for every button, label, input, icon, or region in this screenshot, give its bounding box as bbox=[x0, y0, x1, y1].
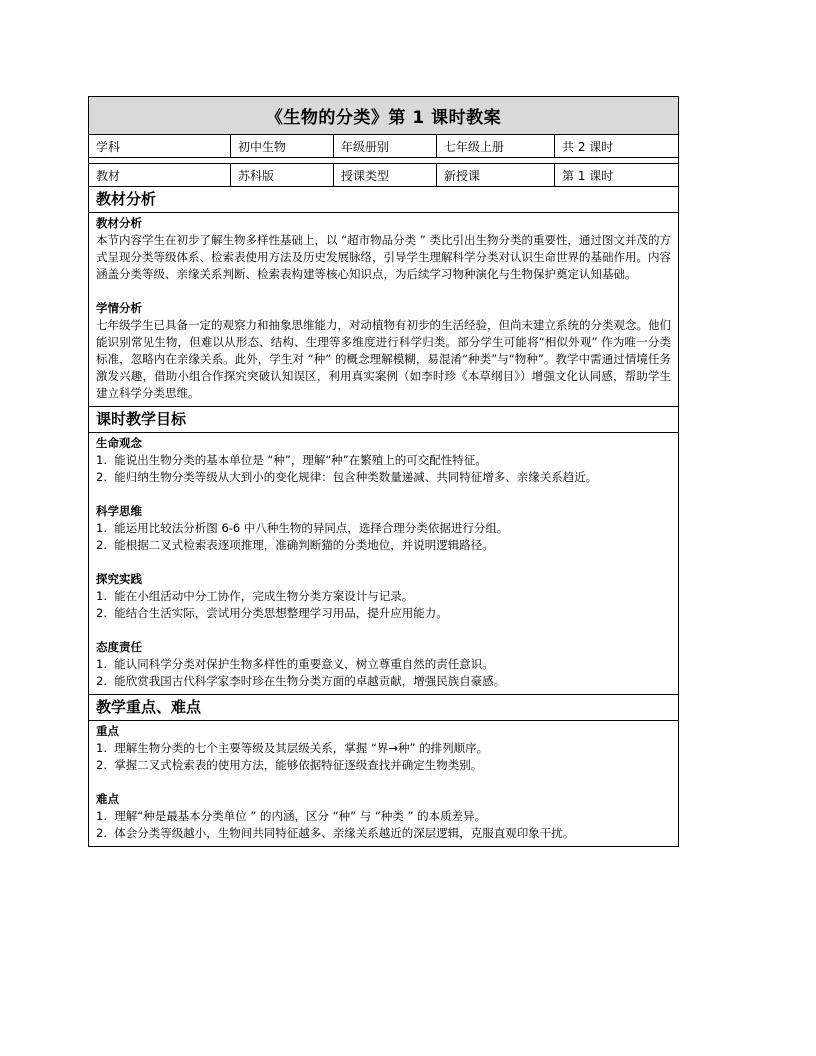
info-cell: 共 2 课时 bbox=[562, 139, 614, 154]
section-body-analysis bbox=[89, 213, 678, 407]
section-body-objectives bbox=[89, 433, 678, 695]
section-heading-objectives: 课时教学目标 bbox=[89, 407, 678, 433]
list-item: 1. 理解“种是最基本分类单位 ” 的内涵，区分 “种” 与 “种类 ” 的本质差异。 bbox=[96, 809, 487, 823]
spacer bbox=[96, 554, 671, 571]
info-cell: 苏科版 bbox=[231, 164, 334, 186]
list-item: 2. 体会分类等级越小，生物间共同特征越多、亲缘关系越近的深层逻辑，克服直观印象干扰。 bbox=[96, 826, 575, 840]
info-row-2 bbox=[89, 164, 678, 187]
info-cell: 第 1 课时 bbox=[562, 168, 614, 183]
list-item: 2. 能结合生活实际，尝试用分类思想整理学习用品，提升应用能力。 bbox=[96, 606, 448, 620]
info-cell: 新授课 bbox=[437, 164, 555, 186]
list-item: 2. 能根据二叉式检索表逐项推理，准确判断猫的分类地位，并说明逻辑路径。 bbox=[96, 538, 494, 552]
spacer bbox=[96, 774, 671, 791]
section-heading-key-points: 教学重点、难点 bbox=[89, 695, 678, 721]
subheading: 生命观念 bbox=[96, 436, 142, 450]
info-row-1 bbox=[89, 135, 678, 158]
subheading: 难点 bbox=[96, 792, 119, 806]
spacer bbox=[96, 622, 671, 639]
section-heading-analysis: 教材分析 bbox=[89, 187, 678, 213]
subheading: 科学思维 bbox=[96, 504, 142, 518]
info-cell: 教材 bbox=[89, 164, 231, 186]
list-item: 1. 理解生物分类的七个主要等级及其层级关系，掌握 “界→种” 的排列顺序。 bbox=[96, 741, 489, 755]
subheading: 教材分析 bbox=[96, 216, 142, 230]
lesson-plan-table bbox=[88, 96, 679, 847]
spacer bbox=[96, 486, 671, 503]
info-cell: 七年级上册 bbox=[437, 135, 555, 157]
list-item: 2. 掌握二叉式检索表的使用方法，能够依据特征逐级查找并确定生物类别。 bbox=[96, 758, 483, 772]
list-item: 1. 能认同科学分类对保护生物多样性的重要意义，树立尊重自然的责任意识。 bbox=[96, 657, 494, 671]
info-cell: 学科 bbox=[89, 135, 231, 157]
page-title: 《生物的分类》第 1 课时教案 bbox=[89, 97, 678, 135]
subheading: 探究实践 bbox=[96, 572, 142, 586]
list-item: 1. 能说出生物分类的基本单位是 “种”，理解“种”在繁殖上的可交配性特征。 bbox=[96, 453, 487, 467]
subheading: 态度责任 bbox=[96, 640, 142, 654]
list-item: 1. 能运用比较法分析图 6-6 中八种生物的异同点，选择合理分类依据进行分组。 bbox=[96, 521, 509, 535]
spacer bbox=[96, 283, 671, 300]
list-item: 2. 能欣赏我国古代科学家李时珍在生物分类方面的卓越贡献，增强民族自豪感。 bbox=[96, 674, 506, 688]
list-item: 1. 能在小组活动中分工协作，完成生物分类方案设计与记录。 bbox=[96, 589, 414, 603]
subheading: 学情分析 bbox=[96, 301, 142, 315]
paragraph: 本节内容学生在初步了解生物多样性基础上，以 “超市物品分类 ” 类比引出生物分类的重要性，通过图文并茂的方式呈现分类等级体系、检索表使用方法及历史发展脉络，引导学生理解科学分类对认识生命世界的基础作用。内容涵盖分类等级、亲缘关系判断、检索表构建等核心知识点，为后续学习物种演化与生物保护奠定认知基础。 bbox=[96, 233, 671, 281]
info-cell: 授课类型 bbox=[334, 164, 437, 186]
info-cell: 年级册别 bbox=[334, 135, 437, 157]
list-item: 2. 能归纳生物分类等级从大到小的变化规律：包含种类数量递减、共同特征增多、亲缘关系趋近。 bbox=[96, 470, 598, 484]
subheading: 重点 bbox=[96, 724, 119, 738]
section-body-key-points bbox=[89, 721, 678, 846]
paragraph: 七年级学生已具备一定的观察力和抽象思维能力，对动植物有初步的生活经验，但尚未建立系统的分类观念。他们能识别常见生物，但难以从形态、结构、生理等多维度进行科学归类。部分学生可能将“相似外观” 作为唯一分类标准，忽略内在亲缘关系。此外，学生对 “种” 的概念理解模糊，易混淆“种类”与“物种”。教学中需通过情境任务激发兴趣，借助小组合作探究突破认知误区，利用真实案例（如李时珍《本草纲目》）增强文化认同感，帮助学生建立科学分类思维。 bbox=[96, 318, 671, 400]
info-cell: 初中生物 bbox=[231, 135, 334, 157]
